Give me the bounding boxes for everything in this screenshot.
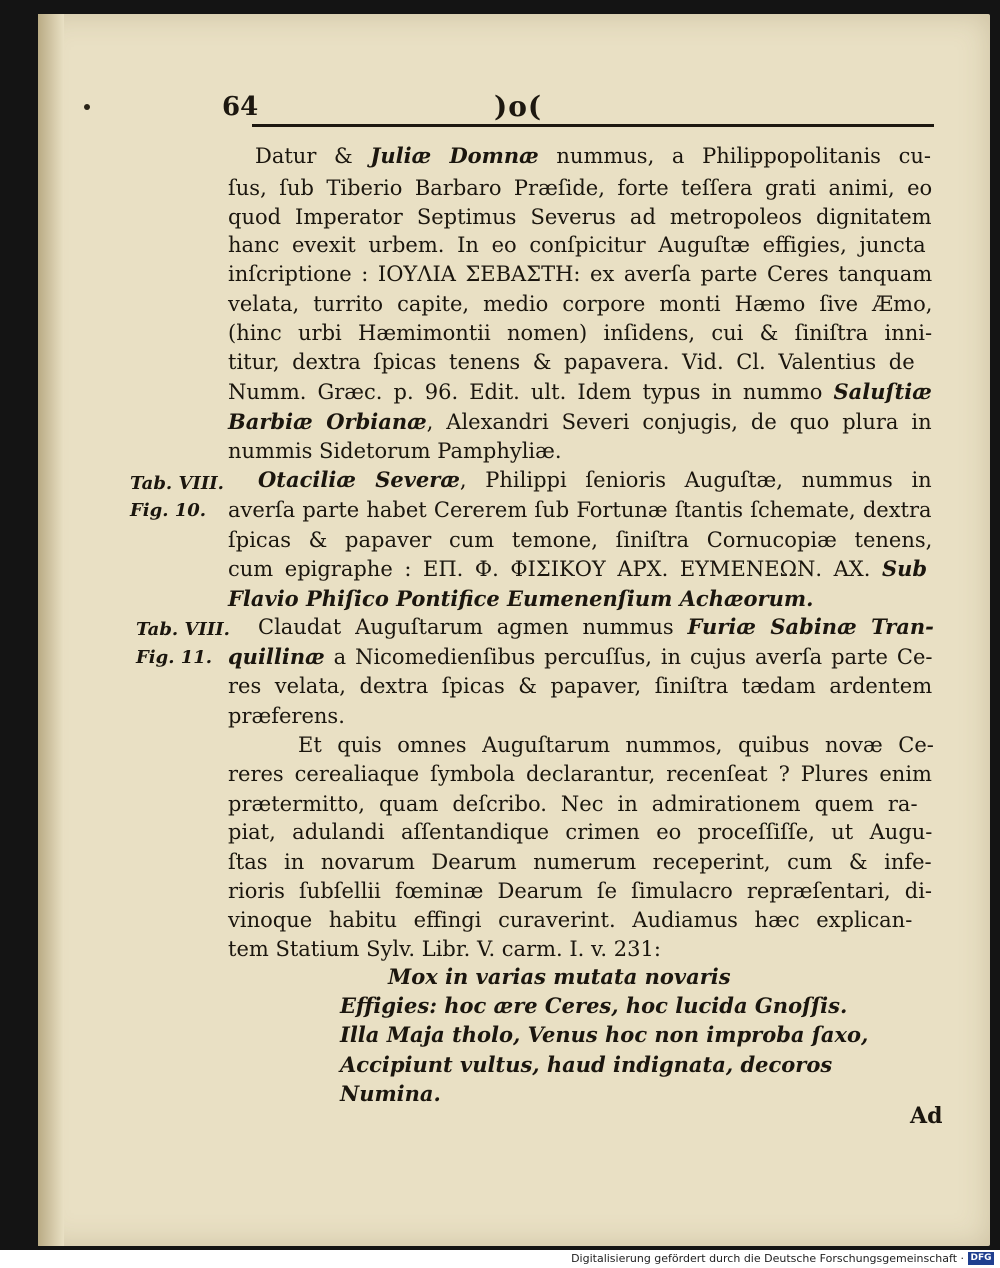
text-line: [228, 526, 932, 554]
text-run: res velata, dextra ſpicas & papaver, ſiniſtra tædam ardentem: [228, 674, 933, 698]
text-line: [340, 1021, 868, 1049]
catchword: Ad: [910, 1103, 943, 1129]
text-line: [228, 348, 915, 376]
text-line: [228, 408, 932, 436]
text-run: , Alexandri Severi conjugis, de quo plura in: [426, 410, 932, 434]
text-run: tem Statium Sylv. Libr. V. carm. I. v. 231:: [228, 937, 661, 961]
text-run: ſtas in novarum Dearum numerum receperint, cum & infe-: [228, 850, 932, 874]
text-run: Claudat Auguſtarum agmen nummus: [258, 615, 688, 639]
text-line: [228, 555, 927, 583]
digitization-credit: Digitalisierung gefördert durch die Deutsche Forschungsgemeinschaft ·: [571, 1252, 964, 1265]
text-line: [258, 466, 932, 494]
text-line: [228, 790, 918, 818]
italic-run: Effigies: hoc ære Ceres, hoc lucida Gnoſſis.: [340, 993, 848, 1018]
text-line: [228, 760, 932, 788]
text-line: [228, 818, 932, 846]
text-run: Datur &: [255, 144, 371, 168]
text-line: [228, 702, 345, 730]
text-line: [228, 319, 932, 347]
text-run: præferens.: [228, 704, 345, 728]
text-line: [228, 231, 926, 259]
text-line: [228, 437, 562, 465]
text-run: velata, turrito capite, medio corpore monti Hæmo ſive Æmo,: [228, 292, 933, 316]
italic-run: quillinæ: [228, 644, 325, 669]
marginal-note-tab: Tab. VIII.: [130, 473, 224, 494]
italic-run: Flavio Phiſico Pontifice Eumenenſium Achæorum.: [228, 586, 814, 611]
text-run: , Philippi ſenioris Auguſtæ, nummus in: [459, 468, 932, 492]
text-run: nummus, a Philippopolitanis cu-: [538, 144, 932, 168]
text-run: cum epigraphe : ΕΠ. Φ. ΦΙΣΙΚΟΥ ΑΡΧ. ΕΥΜΕΝΕΩΝ. ΑΧ.: [228, 557, 882, 581]
text-run: averſa parte habet Cererem ſub Fortunæ ſtantis ſchemate, dextra: [228, 498, 932, 522]
dfg-logo: DFG: [968, 1252, 994, 1265]
text-line: [228, 672, 932, 700]
text-line: [388, 963, 731, 991]
text-line: [228, 877, 932, 905]
text-line: [228, 378, 932, 406]
text-line: [340, 992, 847, 1020]
text-line: [228, 203, 932, 231]
text-run: ſus, ſub Tiberio Barbaro Præſide, forte teſſera grati animi, eo: [228, 176, 933, 200]
text-run: titur, dextra ſpicas tenens & papavera. Vid. Cl. Valentius de: [228, 350, 915, 374]
text-run: inſcriptione : ΙΟΥΛΙΑ ΣΕΒΑΣΤΗ: ex averſa parte Ceres tanquam: [228, 262, 933, 286]
text-line: [340, 1051, 832, 1079]
text-line: [228, 290, 932, 318]
marginal-note-fig: Fig. 11.: [136, 647, 213, 668]
text-line: [340, 1080, 441, 1108]
text-line: [228, 935, 661, 963]
text-line: [228, 260, 932, 288]
italic-run: Sub: [881, 556, 928, 581]
text-run: rioris ſubſellii fœminæ Dearum ſe ſimulacro repræſentari, di-: [228, 879, 933, 903]
italic-run: Juliæ Domnæ: [370, 143, 539, 168]
header-ornament: )o(: [494, 90, 543, 123]
text-run: prætermitto, quam deſcribo. Nec in admirationem quem ra-: [228, 792, 918, 816]
text-run: a Nicomedienſibus percuſſus, in cujus averſa parte Ce-: [324, 645, 933, 669]
italic-run: Illa Maja tholo, Venus hoc non improba ſaxo,: [340, 1022, 869, 1047]
text-line: [298, 731, 934, 759]
text-run: reres cerealiaque ſymbola declarantur, recenſeat ? Plures enim: [228, 762, 932, 786]
italic-run: Otaciliæ Severæ: [258, 467, 460, 492]
text-line: [228, 496, 932, 524]
italic-run: Mox in varias mutata novaris: [388, 964, 731, 989]
text-line: [228, 848, 932, 876]
text-line: [258, 613, 934, 641]
footer-bar: [0, 1250, 1000, 1268]
text-run: Numm. Græc. p. 96. Edit. ult. Idem typus in nummo: [228, 380, 834, 404]
text-line: [228, 174, 932, 202]
text-run: hanc evexit urbem. In eo conſpicitur Auguſtæ effigies, juncta: [228, 233, 926, 257]
italic-run: Numina.: [340, 1081, 441, 1106]
text-run: quod Imperator Septimus Severus ad metropoleos dignitatem: [228, 205, 932, 229]
marginal-note-fig: Fig. 10.: [130, 500, 207, 521]
italic-run: Saluſtiæ: [833, 379, 932, 404]
marginal-note-tab: Tab. VIII.: [136, 619, 230, 640]
text-run: ſpicas & papaver cum temone, ſiniſtra Cornucopiæ tenens,: [228, 528, 933, 552]
italic-run: Accipiunt vultus, haud indignata, decoros: [340, 1052, 833, 1077]
text-run: (hinc urbi Hæmimontii nomen) inſidens, cui & ſiniſtra inni-: [228, 321, 933, 345]
italic-run: Furiæ Sabinæ Tran-: [687, 614, 934, 639]
text-run: piat, adulandi aſſentandique crimen eo proceſſiſſe, ut Augu-: [228, 820, 933, 844]
text-run: Et quis omnes Auguſtarum nummos, quibus novæ Ce-: [298, 733, 934, 757]
text-line: [255, 142, 931, 170]
text-line: [228, 585, 813, 613]
italic-run: Barbiæ Orbianæ: [228, 409, 427, 434]
text-run: vinoque habitu effingi curaverint. Audiamus hæc explican-: [228, 908, 913, 932]
page-number: 64: [222, 92, 259, 122]
text-run: nummis Sidetorum Pamphyliæ.: [228, 439, 562, 463]
text-line: [228, 643, 932, 671]
text-line: [228, 906, 912, 934]
